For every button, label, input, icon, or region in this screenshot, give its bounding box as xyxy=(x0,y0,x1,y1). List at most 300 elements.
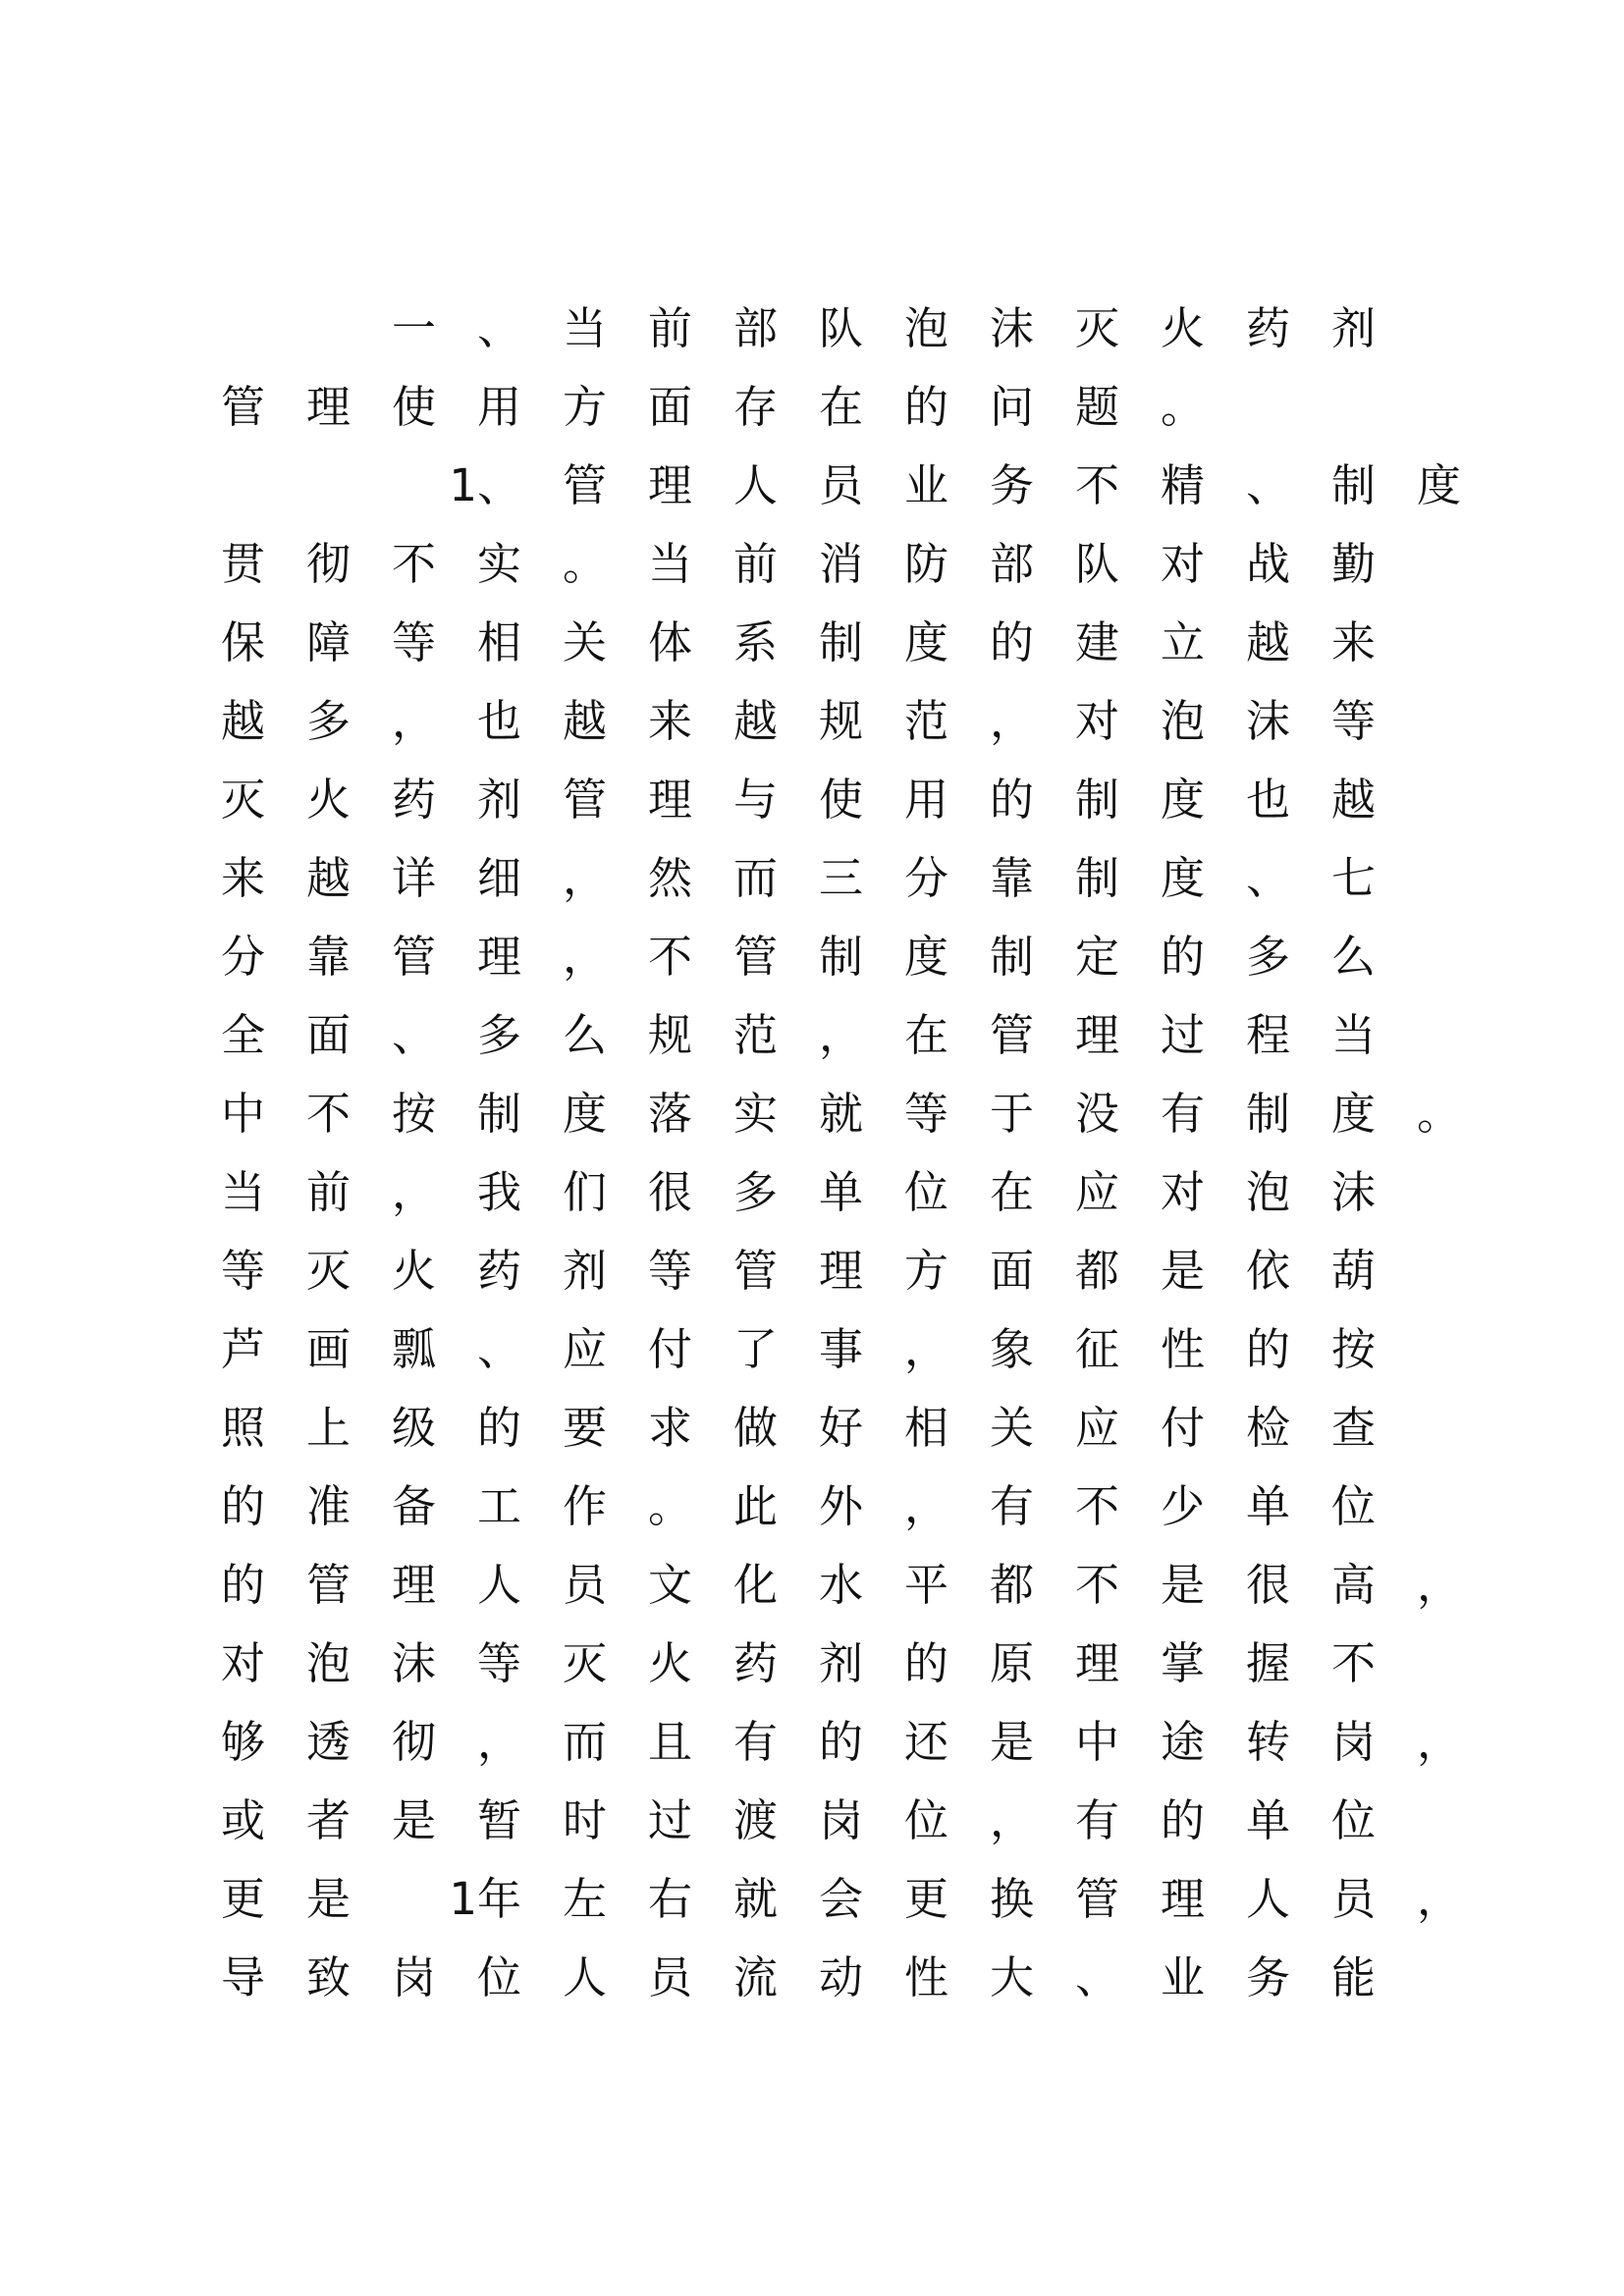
text-char: 动 xyxy=(819,1951,864,2003)
text-char: 彻 xyxy=(392,1716,437,1768)
text-line-5 xyxy=(221,614,1417,672)
text-line-17 xyxy=(221,1556,1502,1615)
text-char: 、 xyxy=(1075,1951,1120,2003)
text-char: 度 xyxy=(1331,1088,1377,1140)
text-char: 是 xyxy=(1161,1559,1206,1611)
text-char: 导 xyxy=(221,1951,266,2003)
text-char: 部 xyxy=(990,538,1035,590)
text-line-8 xyxy=(221,849,1417,908)
text-char: 度 xyxy=(1417,459,1462,511)
text-char: 于 xyxy=(990,1088,1035,1140)
text-char xyxy=(221,456,306,515)
text-char: 管 xyxy=(392,931,437,983)
text-char: 高 xyxy=(1331,1559,1377,1611)
text-char: 防 xyxy=(904,538,949,590)
text-char: 等 xyxy=(648,1245,693,1297)
text-char: 时 xyxy=(563,1794,608,1846)
text-char: 定 xyxy=(1075,931,1120,983)
text-char: 有 xyxy=(1075,1794,1120,1846)
text-char: 我 xyxy=(477,1166,522,1218)
text-char: 实 xyxy=(477,538,522,590)
text-char: 不 xyxy=(306,1088,352,1140)
text-char: 级 xyxy=(392,1402,437,1454)
text-char: 泡 xyxy=(904,302,949,354)
text-char: 人 xyxy=(733,459,779,511)
text-line-6 xyxy=(221,692,1417,751)
text-char: 位 xyxy=(1331,1794,1377,1846)
text-char: 细 xyxy=(477,852,522,904)
text-char: 当 xyxy=(563,302,608,354)
text-char: 员 xyxy=(563,1559,608,1611)
text-line-7 xyxy=(221,771,1417,829)
text-char: 也 xyxy=(477,695,522,747)
text-char: 没 xyxy=(1075,1088,1120,1140)
text-char: 芦 xyxy=(221,1323,266,1375)
text-char: 消 xyxy=(819,538,864,590)
text-char: 务 xyxy=(1246,1951,1291,2003)
text-char: 转 xyxy=(1246,1716,1291,1768)
text-char: 等 xyxy=(1331,695,1377,747)
text-char: 前 xyxy=(306,1166,352,1218)
text-char: 付 xyxy=(1161,1402,1206,1454)
text-char: 在 xyxy=(990,1166,1035,1218)
text-line-1 xyxy=(221,299,1417,358)
text-char xyxy=(306,456,392,515)
text-char: 落 xyxy=(648,1088,693,1140)
text-char: 的 xyxy=(1161,1794,1206,1846)
text-char: 灭 xyxy=(306,1245,352,1297)
text-char: 立 xyxy=(1161,616,1206,668)
text-char: 征 xyxy=(1075,1323,1120,1375)
text-char: 都 xyxy=(990,1559,1035,1611)
text-char: 是 xyxy=(306,1873,352,1925)
text-char: 的 xyxy=(1246,1323,1291,1375)
text-char: 战 xyxy=(1246,538,1291,590)
text-char: 剂 xyxy=(477,774,522,826)
text-char: 靠 xyxy=(306,931,352,983)
text-char: 关 xyxy=(990,1402,1035,1454)
text-char: 管 xyxy=(1075,1873,1120,1925)
text-char: 与 xyxy=(733,774,779,826)
text-char: 的 xyxy=(990,774,1035,826)
text-char: 理 xyxy=(1161,1873,1206,1925)
text-char: 葫 xyxy=(1331,1245,1377,1297)
text-char: 体 xyxy=(648,616,693,668)
text-char: ， xyxy=(990,1794,1035,1846)
text-char: 的 xyxy=(904,1637,949,1689)
text-char: 当 xyxy=(1331,1009,1377,1061)
text-char: 画 xyxy=(306,1323,352,1375)
text-line-11 xyxy=(221,1085,1502,1144)
text-char: 七 xyxy=(1331,852,1377,904)
text-char: 应 xyxy=(1075,1402,1120,1454)
text-char: 来 xyxy=(648,695,693,747)
text-char: 也 xyxy=(1246,774,1291,826)
text-line-9 xyxy=(221,928,1417,987)
text-char: 。 xyxy=(1417,1088,1462,1140)
text-char: 渡 xyxy=(733,1794,779,1846)
text-char: ， xyxy=(1417,1873,1462,1925)
text-char: 要 xyxy=(563,1402,608,1454)
text-char: 业 xyxy=(904,459,949,511)
text-char: 化 xyxy=(733,1559,779,1611)
text-char: 作 xyxy=(563,1480,608,1532)
text-char: 么 xyxy=(563,1009,608,1061)
text-char: 上 xyxy=(306,1402,352,1454)
text-char: 前 xyxy=(648,302,693,354)
text-char: 务 xyxy=(990,459,1035,511)
text-char: 等 xyxy=(392,616,437,668)
text-char: 还 xyxy=(904,1716,949,1768)
text-char: 是 xyxy=(990,1716,1035,1768)
text-char: 付 xyxy=(648,1323,693,1375)
text-char: 度 xyxy=(1161,774,1206,826)
text-char: 制 xyxy=(1075,852,1120,904)
text-char: 关 xyxy=(563,616,608,668)
text-char: 题 xyxy=(1075,381,1120,433)
text-char: 。 xyxy=(1161,381,1206,433)
text-char: 很 xyxy=(648,1166,693,1218)
text-char: 理 xyxy=(648,459,693,511)
text-char: 中 xyxy=(221,1088,266,1140)
text-char: 度 xyxy=(563,1088,608,1140)
text-char: 精 xyxy=(1161,459,1206,511)
text-char: 对 xyxy=(221,1637,266,1689)
text-char: 是 xyxy=(392,1794,437,1846)
text-char: 管 xyxy=(990,1009,1035,1061)
text-char: 1 xyxy=(449,459,477,511)
text-char: 度 xyxy=(904,931,949,983)
text-char: 保 xyxy=(221,616,266,668)
text-char: 沫 xyxy=(392,1637,437,1689)
text-char: 越 xyxy=(306,852,352,904)
text-char: 全 xyxy=(221,1009,266,1061)
text-char: 过 xyxy=(1161,1009,1206,1061)
text-char: 更 xyxy=(221,1873,266,1925)
text-char: 理 xyxy=(1075,1009,1120,1061)
text-char: 的 xyxy=(1161,931,1206,983)
text-char: 应 xyxy=(1075,1166,1120,1218)
text-char: 而 xyxy=(733,852,779,904)
text-char: 沫 xyxy=(1246,695,1291,747)
text-char: 管 xyxy=(306,1559,352,1611)
text-char: 系 xyxy=(733,616,779,668)
text-char: 存 xyxy=(733,381,779,433)
text-char: 制 xyxy=(819,931,864,983)
text-char: 障 xyxy=(306,616,352,668)
text-char: 们 xyxy=(563,1166,608,1218)
text-char: 水 xyxy=(819,1559,864,1611)
text-char: 管 xyxy=(563,459,608,511)
text-char: 制 xyxy=(1331,459,1377,511)
text-char: 位 xyxy=(477,1951,522,2003)
text-char: 岗 xyxy=(1331,1716,1377,1768)
text-char: 面 xyxy=(306,1009,352,1061)
text-char: 剂 xyxy=(1331,302,1377,354)
text-char: ， xyxy=(904,1480,949,1532)
text-char: 贯 xyxy=(221,538,266,590)
text-char: 换 xyxy=(990,1873,1035,1925)
text-char: 药 xyxy=(1246,302,1291,354)
text-char: 岗 xyxy=(392,1951,437,2003)
text-line-20 xyxy=(221,1791,1417,1850)
text-char: 火 xyxy=(306,774,352,826)
text-char: 剂 xyxy=(563,1245,608,1297)
text-char: 火 xyxy=(648,1637,693,1689)
text-char: 人 xyxy=(563,1951,608,2003)
text-char: 多 xyxy=(477,1009,522,1061)
text-char: 等 xyxy=(904,1088,949,1140)
text-char: 大 xyxy=(990,1951,1035,2003)
text-char: 瓢 xyxy=(392,1323,437,1375)
text-char: 此 xyxy=(733,1480,779,1532)
text-char: 等 xyxy=(221,1245,266,1297)
text-char: ， xyxy=(1417,1716,1462,1768)
text-char: 多 xyxy=(733,1166,779,1218)
text-char: 理 xyxy=(819,1245,864,1297)
text-char: 等 xyxy=(477,1637,522,1689)
text-line-12 xyxy=(221,1163,1417,1222)
text-char: 沫 xyxy=(1331,1166,1377,1218)
text-char: 人 xyxy=(1246,1873,1291,1925)
text-char: 的 xyxy=(477,1402,522,1454)
text-char: 勤 xyxy=(1331,538,1377,590)
text-char: 相 xyxy=(904,1402,949,1454)
text-char: 工 xyxy=(477,1480,522,1532)
text-char: 做 xyxy=(733,1402,779,1454)
text-char: 多 xyxy=(1246,931,1291,983)
text-char: 而 xyxy=(563,1716,608,1768)
text-char: 致 xyxy=(306,1951,352,2003)
text-char: 位 xyxy=(1331,1480,1377,1532)
text-char: 照 xyxy=(221,1402,266,1454)
text-char: 备 xyxy=(392,1480,437,1532)
text-char: 应 xyxy=(563,1323,608,1375)
text-char: 规 xyxy=(819,695,864,747)
text-char: ， xyxy=(563,931,608,983)
text-char: 管 xyxy=(563,774,608,826)
text-line-21 xyxy=(221,1870,1502,1929)
text-char: ， xyxy=(1417,1559,1462,1611)
text-char: 对 xyxy=(1075,695,1120,747)
text-char: 有 xyxy=(733,1716,779,1768)
text-char: 药 xyxy=(733,1637,779,1689)
text-char: 事 xyxy=(819,1323,864,1375)
text-char: 理 xyxy=(392,1559,437,1611)
text-char: 检 xyxy=(1246,1402,1291,1454)
text-char: 不 xyxy=(1331,1637,1377,1689)
text-char: 就 xyxy=(819,1088,864,1140)
text-char: 分 xyxy=(904,852,949,904)
text-char: 者 xyxy=(306,1794,352,1846)
text-char: ， xyxy=(477,1716,522,1768)
text-char: 药 xyxy=(392,774,437,826)
text-char: 制 xyxy=(1246,1088,1291,1140)
text-char: 流 xyxy=(733,1951,779,2003)
text-char: 暂 xyxy=(477,1794,522,1846)
text-line-2 xyxy=(221,378,1246,437)
text-char: ， xyxy=(563,852,608,904)
text-char xyxy=(306,299,392,358)
text-char: 位 xyxy=(904,1166,949,1218)
text-char: 更 xyxy=(904,1873,949,1925)
text-char: 位 xyxy=(904,1794,949,1846)
text-char: 不 xyxy=(648,931,693,983)
text-char: 对 xyxy=(1161,538,1206,590)
text-char: 平 xyxy=(904,1559,949,1611)
text-char: 是 xyxy=(1161,1245,1206,1297)
text-char: 性 xyxy=(1161,1323,1206,1375)
text-char: 火 xyxy=(392,1245,437,1297)
text-char: 的 xyxy=(819,1716,864,1768)
text-char: 详 xyxy=(392,852,437,904)
text-char: 范 xyxy=(904,695,949,747)
text-char: 三 xyxy=(819,852,864,904)
text-char: 度 xyxy=(1161,852,1206,904)
text-char: 、 xyxy=(1246,852,1291,904)
text-char: 有 xyxy=(1161,1088,1206,1140)
text-char: 且 xyxy=(648,1716,693,1768)
text-char: 当 xyxy=(648,538,693,590)
text-char: 泡 xyxy=(1246,1166,1291,1218)
text-char: 很 xyxy=(1246,1559,1291,1611)
text-char: 越 xyxy=(563,695,608,747)
text-char: 都 xyxy=(1075,1245,1120,1297)
text-char: ， xyxy=(819,1009,864,1061)
text-char: 使 xyxy=(819,774,864,826)
text-char: 握 xyxy=(1246,1637,1291,1689)
text-char: 按 xyxy=(1331,1323,1377,1375)
text-char: 。 xyxy=(648,1480,693,1532)
text-char: ， xyxy=(990,695,1035,747)
text-char: 火 xyxy=(1161,302,1206,354)
text-char: 、 xyxy=(392,1009,437,1061)
text-char: 当 xyxy=(221,1166,266,1218)
text-char: 按 xyxy=(392,1088,437,1140)
text-char: 方 xyxy=(563,381,608,433)
text-char: 就 xyxy=(733,1873,779,1925)
text-char: 了 xyxy=(733,1323,779,1375)
text-char: 途 xyxy=(1161,1716,1206,1768)
text-char: 彻 xyxy=(306,538,352,590)
text-char: 透 xyxy=(306,1716,352,1768)
text-char: 在 xyxy=(819,381,864,433)
text-char: 灭 xyxy=(221,774,266,826)
text-char: 来 xyxy=(1331,616,1377,668)
text-char: 不 xyxy=(1075,1559,1120,1611)
text-char: 灭 xyxy=(1075,302,1120,354)
text-char: 沫 xyxy=(990,302,1035,354)
text-char: 制 xyxy=(819,616,864,668)
text-char: 队 xyxy=(1075,538,1120,590)
text-char: 单 xyxy=(1246,1480,1291,1532)
text-char: 然 xyxy=(648,852,693,904)
text-char: 外 xyxy=(819,1480,864,1532)
text-char: 越 xyxy=(1331,774,1377,826)
text-char: 么 xyxy=(1331,931,1377,983)
text-char: 、 xyxy=(477,302,522,354)
text-char: 管 xyxy=(221,381,266,433)
text-char: 越 xyxy=(1246,616,1291,668)
text-char: 药 xyxy=(477,1245,522,1297)
text-char: 不 xyxy=(1075,1480,1120,1532)
text-char: 理 xyxy=(1075,1637,1120,1689)
text-char: 员 xyxy=(1331,1873,1377,1925)
text-char: 左 xyxy=(563,1873,608,1925)
text-char: 单 xyxy=(1246,1794,1291,1846)
text-char: 好 xyxy=(819,1402,864,1454)
text-line-15 xyxy=(221,1399,1417,1458)
text-char: 灭 xyxy=(563,1637,608,1689)
text-line-22 xyxy=(221,1949,1417,2007)
text-char: 来 xyxy=(221,852,266,904)
text-char: 员 xyxy=(648,1951,693,2003)
text-char: 会 xyxy=(819,1873,864,1925)
text-char xyxy=(221,299,306,358)
text-char: 在 xyxy=(904,1009,949,1061)
text-char: 少 xyxy=(1161,1480,1206,1532)
text-line-10 xyxy=(221,1006,1417,1065)
text-char: 象 xyxy=(990,1323,1035,1375)
text-char: 面 xyxy=(648,381,693,433)
text-char: 面 xyxy=(990,1245,1035,1297)
text-char: 一 xyxy=(392,302,437,354)
text-char: 的 xyxy=(904,381,949,433)
text-char: 程 xyxy=(1246,1009,1291,1061)
text-char: 不 xyxy=(392,538,437,590)
text-char: ， xyxy=(392,695,437,747)
text-char: 剂 xyxy=(819,1637,864,1689)
text-char: 够 xyxy=(221,1716,266,1768)
text-char: 掌 xyxy=(1161,1637,1206,1689)
text-char: 原 xyxy=(990,1637,1035,1689)
text-char: 依 xyxy=(1246,1245,1291,1297)
text-char: 管 xyxy=(733,1245,779,1297)
text-char: 用 xyxy=(904,774,949,826)
text-line-18 xyxy=(221,1634,1417,1693)
text-char: ， xyxy=(392,1166,437,1218)
text-char: 的 xyxy=(990,616,1035,668)
text-char: 前 xyxy=(733,538,779,590)
text-char: 、 xyxy=(477,1323,522,1375)
text-char: 问 xyxy=(990,381,1035,433)
text-char: 人 xyxy=(477,1559,522,1611)
text-char: 能 xyxy=(1331,1951,1377,2003)
text-char: 规 xyxy=(648,1009,693,1061)
text-char: 队 xyxy=(819,302,864,354)
text-line-3 xyxy=(221,456,1502,515)
text-char: 制 xyxy=(477,1088,522,1140)
text-char: 分 xyxy=(221,931,266,983)
text-char: 泡 xyxy=(306,1637,352,1689)
text-char: 制 xyxy=(990,931,1035,983)
text-char: 部 xyxy=(733,302,779,354)
text-char: 用 xyxy=(477,381,522,433)
text-char: 有 xyxy=(990,1480,1035,1532)
text-char: 中 xyxy=(1075,1716,1120,1768)
text-char: 实 xyxy=(733,1088,779,1140)
text-char: 不 xyxy=(1075,459,1120,511)
text-line-16 xyxy=(221,1477,1417,1536)
text-char: 过 xyxy=(648,1794,693,1846)
text-char: 建 xyxy=(1075,616,1120,668)
text-char: 管 xyxy=(733,931,779,983)
text-char: 、 xyxy=(1246,459,1291,511)
text-char: 理 xyxy=(648,774,693,826)
text-char: ， xyxy=(904,1323,949,1375)
text-char: 使 xyxy=(392,381,437,433)
text-char: 的 xyxy=(221,1480,266,1532)
